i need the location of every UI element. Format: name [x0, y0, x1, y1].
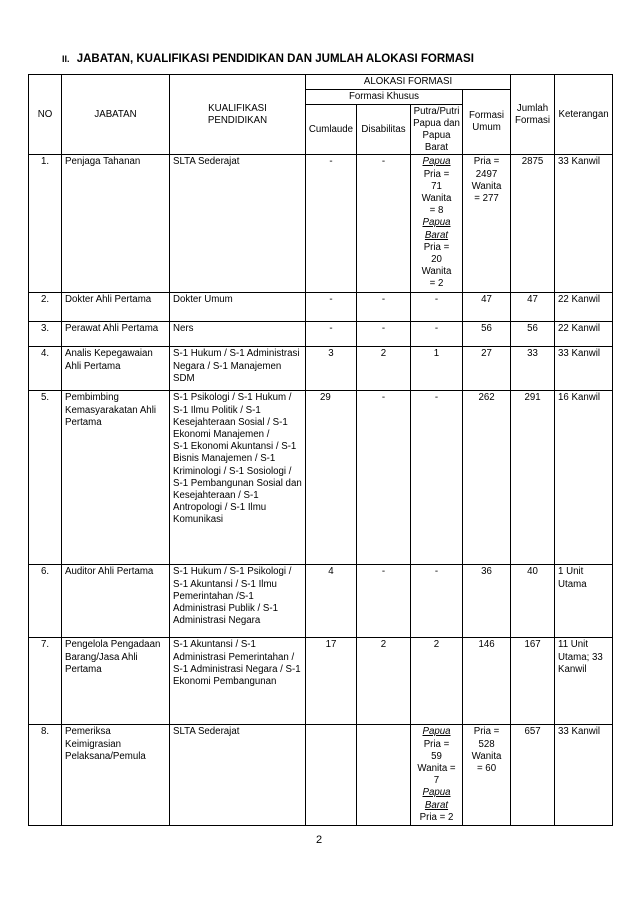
row-keterangan: 22 Kanwil [555, 293, 613, 322]
papua-pria: Pria = 71 [423, 168, 450, 192]
row-papua: - [411, 322, 463, 347]
row-jumlah: 2875 [511, 155, 555, 293]
row-jumlah: 33 [511, 347, 555, 391]
row-disabilitas: - [357, 322, 411, 347]
row-cumlaude: 4 [306, 565, 357, 638]
row-no: 2. [29, 293, 62, 322]
row-keterangan: 1 Unit Utama [555, 565, 613, 638]
row-cumlaude: - [306, 293, 357, 322]
papua-label: Papua [422, 726, 451, 738]
row-papua [411, 725, 463, 826]
row-jumlah: 47 [511, 293, 555, 322]
formation-table [28, 74, 613, 826]
row-umum: 36 [463, 565, 511, 638]
row-jabatan: Pemeriksa Keimigrasian Pelaksana/Pemula [62, 725, 170, 826]
table-row [29, 638, 613, 725]
row-no: 7. [29, 638, 62, 725]
row-keterangan: 22 Kanwil [555, 322, 613, 347]
row-keterangan: 11 Unit Utama; 33 Kanwil [555, 638, 613, 725]
kualifikasi-line: S-1 Psikologi / S-1 Hukum / S-1 Ilmu Politik / S-1 Kesejahteraan Sosial / S-1 Ekonomi Manajemen / [173, 392, 292, 441]
row-keterangan: 33 Kanwil [555, 155, 613, 293]
kualifikasi-line: S-1 Akuntansi / S-1 Administrasi Pemerintahan / [173, 639, 295, 663]
table-row [29, 293, 613, 322]
row-jumlah: 56 [511, 322, 555, 347]
table-row [29, 155, 613, 293]
row-jabatan: Pengelola Pengadaan Barang/Jasa Ahli Pertama [62, 638, 170, 725]
row-kualifikasi: Dokter Umum [170, 293, 306, 322]
row-no: 1. [29, 155, 62, 293]
row-disabilitas: - [357, 391, 411, 565]
row-jabatan: Penjaga Tahanan [62, 155, 170, 293]
row-jumlah: 657 [511, 725, 555, 826]
papua-barat-label: Papua Barat [422, 787, 451, 811]
papua-barat-label: Papua Barat [422, 217, 451, 241]
row-disabilitas: - [357, 155, 411, 293]
papua-wanita: Wanita = 7 [417, 763, 456, 787]
header-cumlaude: Cumlaude [306, 105, 357, 155]
header-alokasi: ALOKASI FORMASI [306, 75, 511, 90]
table-row [29, 391, 613, 565]
header-keterangan: Keterangan [555, 75, 613, 155]
row-keterangan: 16 Kanwil [555, 391, 613, 565]
row-disabilitas: 2 [357, 638, 411, 725]
row-cumlaude: 3 [306, 347, 357, 391]
row-no: 6. [29, 565, 62, 638]
section-number: II. [62, 54, 70, 64]
row-umum: Pria = 528 Wanita = 60 [463, 725, 511, 826]
row-umum: 146 [463, 638, 511, 725]
papua-pria: Pria = 59 [423, 738, 450, 762]
row-kualifikasi [170, 638, 306, 725]
table-row [29, 322, 613, 347]
row-jabatan: Dokter Ahli Pertama [62, 293, 170, 322]
header-papua: Putra/Putri Papua dan Papua Barat [411, 105, 463, 155]
row-disabilitas: 2 [357, 347, 411, 391]
row-umum: 262 [463, 391, 511, 565]
papua-wanita: Wanita = 8 [421, 193, 452, 217]
page-number: 2 [315, 834, 323, 846]
row-cumlaude: - [306, 155, 357, 293]
row-kualifikasi: SLTA Sederajat [170, 725, 306, 826]
row-disabilitas [357, 725, 411, 826]
papua-label: Papua [422, 156, 451, 168]
header-jabatan: JABATAN [62, 75, 170, 155]
row-jabatan: Pembimbing Kemasyarakatan Ahli Pertama [62, 391, 170, 565]
row-disabilitas: - [357, 293, 411, 322]
row-papua [411, 155, 463, 293]
papua-barat-wanita: Wanita = 2 [421, 266, 452, 290]
header-jumlah: Jumlah Formasi [511, 75, 555, 155]
row-umum: Pria = 2497 Wanita = 277 [463, 155, 511, 293]
row-jabatan: Perawat Ahli Pertama [62, 322, 170, 347]
kualifikasi-line: S-1 Administrasi Negara / S-1 Ekonomi Pembangunan [173, 663, 301, 688]
table-row [29, 725, 613, 826]
row-no: 4. [29, 347, 62, 391]
row-papua: - [411, 391, 463, 565]
row-cumlaude [306, 725, 357, 826]
row-papua: 2 [411, 638, 463, 725]
row-no: 5. [29, 391, 62, 565]
papua-barat-pria: Pria = 2 [419, 811, 454, 823]
header-kualifikasi: KUALIFIKASI PENDIDIKAN [170, 75, 306, 155]
row-jumlah: 291 [511, 391, 555, 565]
row-jumlah: 167 [511, 638, 555, 725]
row-umum: 56 [463, 322, 511, 347]
row-jumlah: 40 [511, 565, 555, 638]
row-no: 3. [29, 322, 62, 347]
header-umum: Formasi Umum [463, 90, 511, 155]
section-heading [62, 53, 474, 65]
header-khusus: Formasi Khusus [306, 90, 463, 105]
row-disabilitas: - [357, 565, 411, 638]
row-papua: - [411, 565, 463, 638]
section-title: JABATAN, KUALIFIKASI PENDIDIKAN DAN JUMLAH ALOKASI FORMASI [76, 53, 474, 65]
row-jabatan: Analis Kepegawaian Ahli Pertama [62, 347, 170, 391]
row-jabatan: Auditor Ahli Pertama [62, 565, 170, 638]
row-papua: - [411, 293, 463, 322]
row-umum: 27 [463, 347, 511, 391]
row-kualifikasi [170, 391, 306, 565]
row-kualifikasi: Ners [170, 322, 306, 347]
row-kualifikasi: SLTA Sederajat [170, 155, 306, 293]
papua-barat-pria: Pria = 20 [423, 241, 450, 266]
row-papua: 1 [411, 347, 463, 391]
row-keterangan: 33 Kanwil [555, 725, 613, 826]
kualifikasi-line: S-1 Ekonomi Akuntansi / S-1 Bisnis Manajemen / S-1 Kriminologi / S-1 Sosiologi / S-1 Pembangunan Sosial dan Kesejahteraan / S-1 Antropologi / S-1 Ilmu Komunikasi [173, 441, 302, 526]
row-no: 8. [29, 725, 62, 826]
header-disabilitas: Disabilitas [357, 105, 411, 155]
row-cumlaude: 17 [306, 638, 357, 725]
table-row [29, 347, 613, 391]
row-umum: 47 [463, 293, 511, 322]
header-no: NO [29, 75, 62, 155]
row-kualifikasi: S-1 Hukum / S-1 Administrasi Negara / S-1 Manajemen SDM [170, 347, 306, 391]
row-cumlaude: - [306, 322, 357, 347]
table-row [29, 565, 613, 638]
row-keterangan: 33 Kanwil [555, 347, 613, 391]
row-cumlaude: 29 [306, 391, 357, 565]
row-kualifikasi: S-1 Hukum / S-1 Psikologi / S-1 Akuntansi / S-1 Ilmu Pemerintahan /S-1 Administrasi Publik / S-1 Administrasi Negara [170, 565, 306, 638]
